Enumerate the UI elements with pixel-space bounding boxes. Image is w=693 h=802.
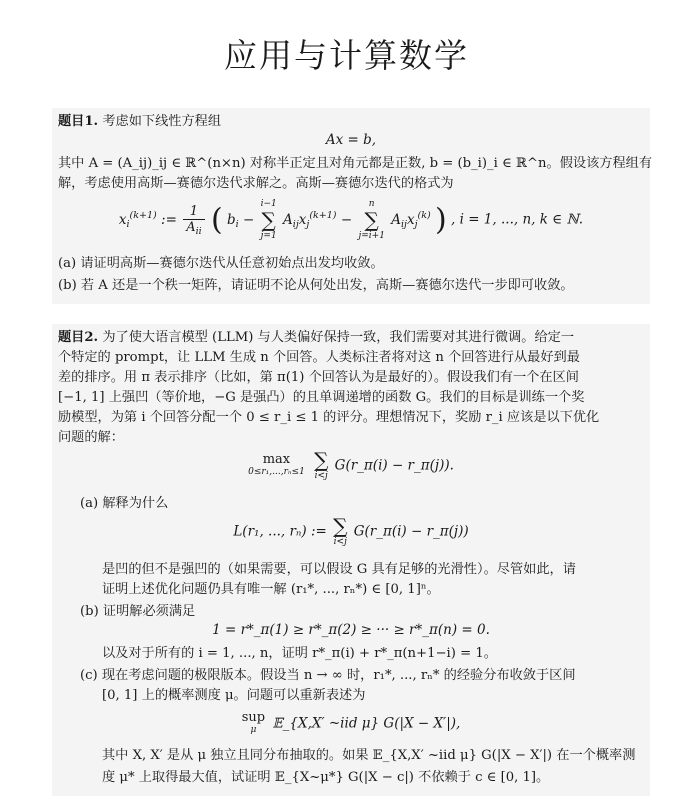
problem-2-line-1 — [58, 328, 574, 348]
part-c-line-2: [0, 1] 上的概率测度 μ。问题可以重新表述为 — [102, 688, 366, 703]
problem-2-line-6: 问题的解： — [58, 430, 124, 445]
problem-1-equation: Ax = b, — [325, 132, 377, 148]
gauss-seidel-iteration: $x_i^{(k+1)}$ := $\frac{1}{A_{ii}}$ ( $b_i$ − i−1 ∑ j=1 $A_{ij}x_j^{(k+1)}$ − n ∑ j=i+1 $A_{ij}x_j^{(k)}$ ) , i = 1, ..., n, k ∈ ℕ. — [118, 199, 584, 241]
part-c-line-3: 其中 X, X′ 是从 μ 独立且同分布抽取的。如果 𝔼_{X,X′ ~iid μ} G(|X − X′|) 在一个概率测 — [102, 748, 636, 763]
part-b-line-1: 以及对于所有的 i = 1, ..., n，证明 r*_π(i) + r*_π(n+1−i) = 1。 — [102, 646, 497, 661]
part-a-label: (a) 解释为什么 — [80, 496, 169, 511]
sum-limit-1: i<j — [314, 471, 328, 481]
problem-2-heading: 题目2. — [58, 330, 99, 345]
problem-2-line-4: [−1, 1] 上强凹（等价地，−G 是强凸）的且单调递增的函数 G。我们的目标是训练一个奖 — [58, 390, 585, 405]
loss-definition: L(r₁, ..., rₙ) := ∑ i<j G(r_π(i) − r_π(j)) — [233, 514, 469, 547]
loss-body: G(r_π(i) − r_π(j)) — [353, 523, 469, 540]
limit-body: 𝔼_{X,X′ ~iid μ} G(|X − X′|), — [272, 715, 461, 732]
problem-1-line-3: 解，考虑使用高斯—赛德尔迭代求解之。高斯—赛德尔迭代的格式为 — [58, 176, 454, 191]
problem-1-intro: 考虑如下线性方程组 — [102, 114, 222, 129]
limit-problem — [52, 712, 650, 736]
ordering-equation: 1 = r*_π(1) ≥ r*_π(2) ≥ ··· ≥ r*_π(n) = 0. — [212, 622, 490, 638]
part-a-line-1: 是凹的但不是强凹的（如果需要，可以假设 G 具有足够的光滑性）。尽管如此，请 — [102, 562, 576, 577]
problem-2-line-5: 励模型，为第 i 个回答分配一个 0 ≤ r_i ≤ 1 的评分。理想情况下，奖励 r_i 应该是以下优化 — [58, 410, 600, 425]
sum-limit-2: i<j — [333, 537, 347, 547]
max-limits: 0≤r₁,...,rₙ≤1 — [248, 467, 305, 477]
part-c-line-1: (c) 现在考虑问题的极限版本。假设当 n → ∞ 时，r₁*, ..., rₙ* 的经验分布收敛于区间 — [80, 668, 576, 683]
part-a-line-2: 证明上述优化问题仍具有唯一解 (r₁*, ..., rₙ*) ∈ [0, 1]ⁿ。 — [102, 582, 440, 597]
problem-1-line-2: 其中 A = (A_ij)_ij ∈ ℝ^(n×n) 对称半正定且对角元都是正数, b = (b_i)_i ∈ ℝ^n。假设该方程组有 — [58, 156, 653, 171]
sup-operator: sup — [241, 710, 266, 725]
loss-lhs: L(r₁, ..., rₙ) := — [233, 523, 327, 540]
sup-limit: μ — [250, 725, 257, 735]
problem-1-part-b: (b) 若 A 还是一个秩一矩阵，请证明不论从何处出发，高斯—赛德尔迭代一步即可收敛。 — [58, 278, 574, 293]
optimization-problem: max 0≤r₁,...,rₙ≤1 ∑ i<j G(r_π(i) − r_π(j)). — [248, 448, 454, 481]
iteration-tail: , i = 1, ..., n, k ∈ ℕ. — [451, 211, 584, 228]
objective-body: G(r_π(i) − r_π(j)). — [334, 457, 454, 474]
part-c-line-4: 度 μ* 上取得最大值，试证明 𝔼_{X~μ*} G(|X − c|) 不依赖于 c ∈ [0, 1]。 — [102, 770, 550, 785]
problem-2-text-0: 为了使大语言模型 (LLM) 与人类偏好保持一致，我们需要对其进行微调。给定一 — [102, 330, 575, 345]
page-title: 应用与计算数学 — [224, 36, 469, 75]
problem-1-block — [52, 108, 653, 304]
max-operator: max — [262, 452, 291, 467]
problem-1-part-a: (a) 请证明高斯—赛德尔迭代从任意初始点出发均收敛。 — [58, 256, 384, 271]
part-b-label: (b) 证明解必须满足 — [80, 604, 196, 619]
problem-2-line-3: 差的排序。用 π 表示排序（比如，第 π(1) 个回答认为是最好的）。假设我们有一个在区间 — [58, 370, 579, 385]
problem-1-intro-line — [58, 112, 221, 132]
problem-1-heading: 题目1. — [58, 114, 99, 129]
problem-2-block — [52, 324, 650, 796]
problem-2-line-2: 个特定的 prompt，让 LLM 生成 n 个回答。人类标注者将对这 n 个回答进行从最好到最 — [58, 350, 580, 365]
